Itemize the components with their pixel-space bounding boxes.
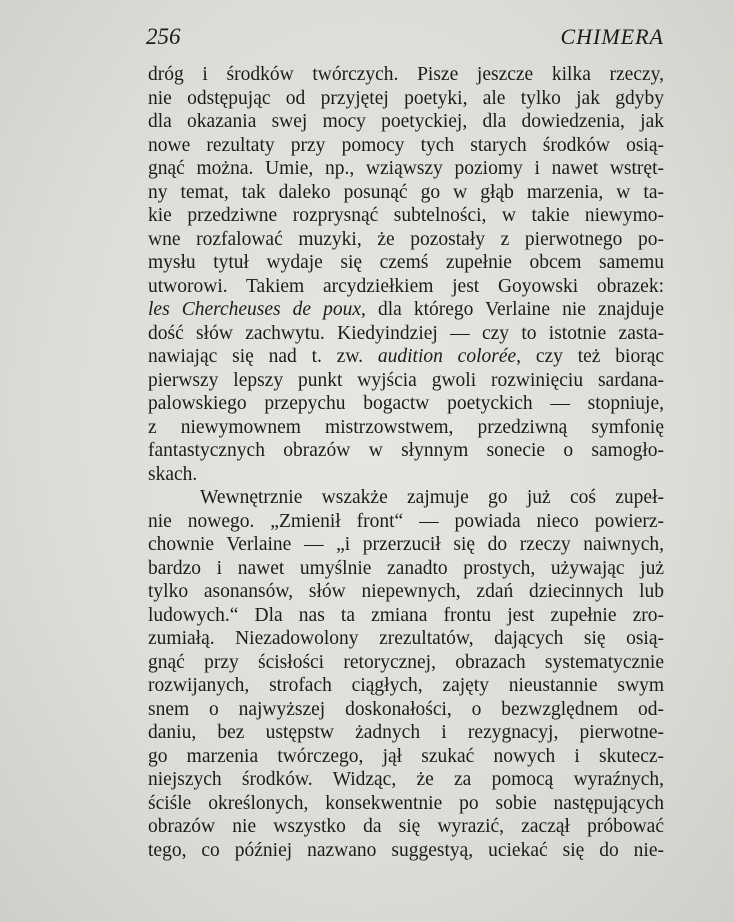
text-line: dróg i środków twórczych. Pisze jeszcze kilka rzeczy, xyxy=(148,64,664,85)
paragraph-end-line: skach. xyxy=(148,463,198,485)
paragraph-start-line: Wewnętrznie wszakże zajmuje go już coś zupeł- xyxy=(200,487,664,508)
text-line: nie nowego. „Zmienił front“ — powiada nieco powierz- xyxy=(148,510,664,532)
text-line: gnąć można. Umie, np., wziąwszy poziomy i nawet wstręt- xyxy=(148,158,664,179)
text-line: fantastycznych obrazów w słynnym sonecie o samogło- xyxy=(148,440,664,461)
text-line: nie odstępując od przyjętej poetyki, ale tylko jak gdyby xyxy=(148,87,664,109)
text-line: wne rozfalować muzyki, że pozostały z pierwotnego po- xyxy=(148,228,664,250)
text-fragment: dla którego Verlaine nie znajduje xyxy=(377,299,665,320)
text-line: ludowych.“ Dla nas ta zmiana frontu jest zupełnie zro- xyxy=(148,604,664,626)
text-line: kie przedziwne rozprysnąć subtelności, w takie niewymo- xyxy=(148,205,664,226)
italic-term: audition colorée, xyxy=(377,346,522,367)
text-line: obrazów nie wszystko da się wyrazić, zaczął próbować xyxy=(148,816,664,837)
text-line: dość słów zachwytu. Kiedyindziej — czy to istotnie zasta- xyxy=(148,322,664,344)
text-line: dla okazania swej mocy poetyckiej, dla dowiedzenia, jak xyxy=(148,111,664,132)
text-line: tylko asonansów, słów niepewnych, zdań dziecinnych lub xyxy=(148,581,664,602)
text-line: pierwszy lepszy punkt wyjścia gwoli rozwinięciu sardana- xyxy=(148,369,664,391)
text-line: ny temat, tak daleko posunąć go w głąb marzenia, w ta- xyxy=(148,181,664,203)
body-text xyxy=(148,63,664,862)
text-line: bardzo i nawet umyślnie zanadto prostych, używając już xyxy=(148,557,664,579)
text-line: daniu, bez ustępstw żadnych i rezygnacyj, pierwotne- xyxy=(148,722,664,743)
text-line: nowe rezultaty przy pomocy tych starych środków osią- xyxy=(148,134,664,156)
running-title: CHIMERA xyxy=(560,24,664,49)
text-line: zumiałą. Niezadowolony zrezultatów, dających się osią- xyxy=(148,628,664,649)
text-fragment: czy też biorąc xyxy=(535,346,665,367)
text-line-italic-term xyxy=(148,345,664,369)
text-fragment: nawiając się nad t. zw. xyxy=(148,346,364,367)
page-number: 256 xyxy=(146,24,181,49)
text-line: palowskiego przepychu bogactw poetyckich — stopniuje, xyxy=(148,393,664,414)
text-line: gnąć przy ścisłości retorycznej, obrazach systematycznie xyxy=(148,651,664,673)
text-line: snem o najwyższej doskonałości, o bezwzględnem od- xyxy=(148,698,664,720)
text-line: niejszych środków. Widząc, że za pomocą wyraźnych, xyxy=(148,769,664,790)
text-line: mysłu tytuł wydaje się czemś zupełnie obcem samemu xyxy=(148,252,664,273)
text-line: z niewymownem mistrzowstwem, przedziwną symfonię xyxy=(148,416,664,438)
page-header xyxy=(146,24,664,54)
text-line: ściśle określonych, konsekwentnie po sobie następujących xyxy=(148,792,664,814)
text-line: chownie Verlaine — „i przerzucił się do rzeczy naiwnych, xyxy=(148,534,664,555)
italic-title: les Chercheuses de poux, xyxy=(148,299,366,320)
text-line: utworowi. Takiem arcydziełkiem jest Goyowski obrazek: xyxy=(148,275,664,297)
text-line: go marzenia twórczego, jął szukać nowych i skutecz- xyxy=(148,745,664,767)
text-line: tego, co później nazwano suggestyą, uciekać się do nie- xyxy=(148,839,664,861)
text-line: rozwijanych, strofach ciągłych, zajęty nieustannie swym xyxy=(148,675,664,696)
text-line-italic-title xyxy=(148,298,664,322)
